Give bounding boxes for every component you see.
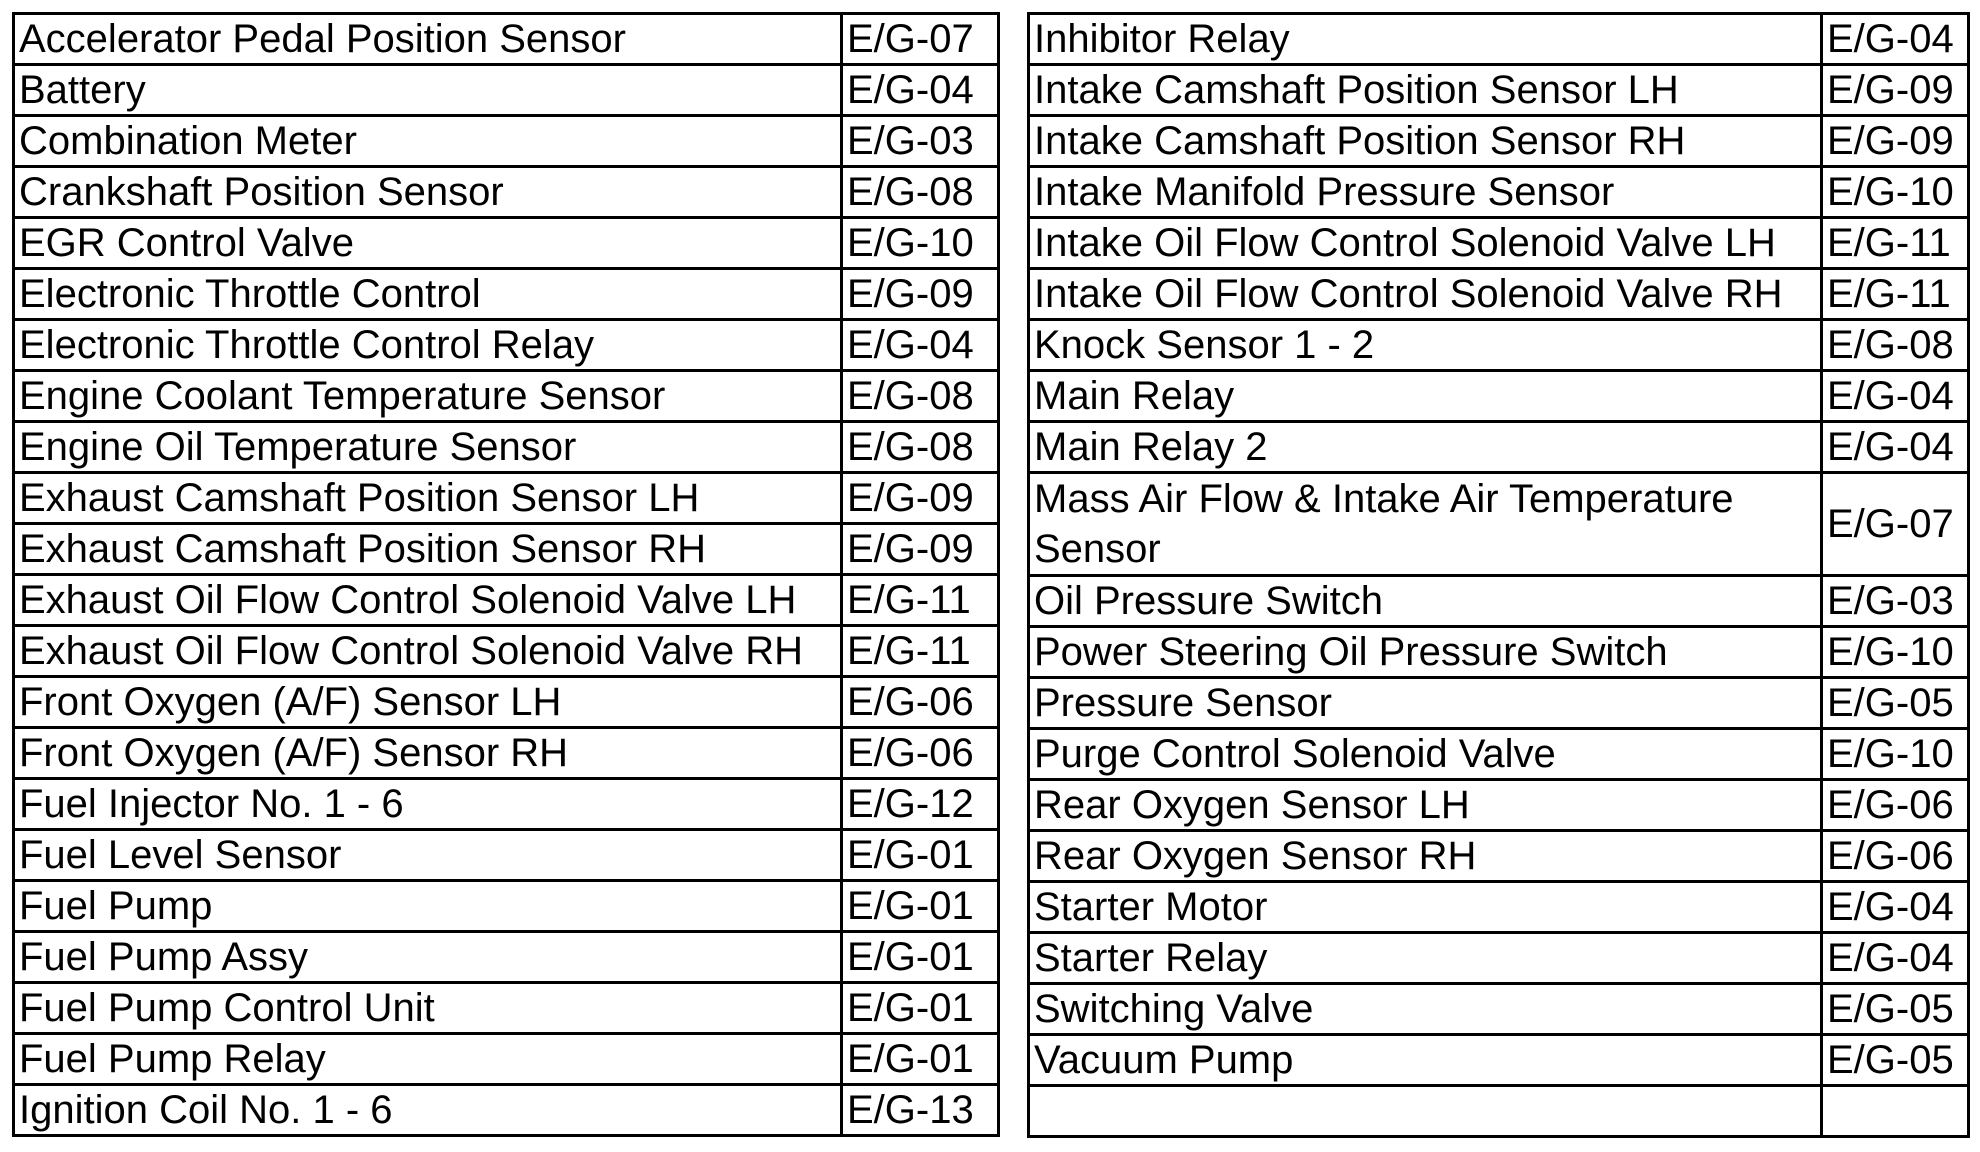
table-row xyxy=(14,1034,999,1085)
diagram-code-cell: E/G-10 xyxy=(842,218,999,269)
table-row xyxy=(14,167,999,218)
component-name-cell: Knock Sensor 1 - 2 xyxy=(1029,320,1822,371)
right-table-body xyxy=(1029,14,1969,1137)
component-name-cell: Exhaust Oil Flow Control Solenoid Valve RH xyxy=(14,626,842,677)
diagram-code-cell: E/G-11 xyxy=(842,575,999,626)
component-name-cell: Fuel Pump Relay xyxy=(14,1034,842,1085)
component-name-cell xyxy=(1029,1086,1822,1137)
table-row xyxy=(14,524,999,575)
table-row xyxy=(14,932,999,983)
diagram-code-cell: E/G-09 xyxy=(1822,65,1969,116)
diagram-code-cell: E/G-07 xyxy=(842,14,999,65)
table-row xyxy=(14,371,999,422)
diagram-code-cell: E/G-10 xyxy=(1822,729,1969,780)
component-name-cell: Fuel Injector No. 1 - 6 xyxy=(14,779,842,830)
component-name-cell: Pressure Sensor xyxy=(1029,678,1822,729)
component-name-cell: Exhaust Oil Flow Control Solenoid Valve LH xyxy=(14,575,842,626)
component-name-cell: Power Steering Oil Pressure Switch xyxy=(1029,627,1822,678)
diagram-code-cell: E/G-04 xyxy=(1822,371,1969,422)
diagram-code-cell: E/G-01 xyxy=(842,932,999,983)
component-name-cell: Ignition Coil No. 1 - 6 xyxy=(14,1085,842,1136)
component-name-cell: Engine Coolant Temperature Sensor xyxy=(14,371,842,422)
diagram-code-cell: E/G-12 xyxy=(842,779,999,830)
diagram-code-cell: E/G-08 xyxy=(842,371,999,422)
component-name-cell: Main Relay 2 xyxy=(1029,422,1822,473)
component-name-cell: Main Relay xyxy=(1029,371,1822,422)
table-row xyxy=(14,269,999,320)
table-row xyxy=(14,65,999,116)
component-name-cell: Starter Relay xyxy=(1029,933,1822,984)
diagram-code-cell: E/G-13 xyxy=(842,1085,999,1136)
diagram-code-cell: E/G-11 xyxy=(842,626,999,677)
table-row xyxy=(14,830,999,881)
diagram-code-cell: E/G-06 xyxy=(842,677,999,728)
component-name-cell: Fuel Pump Control Unit xyxy=(14,983,842,1034)
diagram-code-cell: E/G-05 xyxy=(1822,984,1969,1035)
component-name-cell: Combination Meter xyxy=(14,116,842,167)
table-row xyxy=(14,116,999,167)
table-row xyxy=(14,575,999,626)
diagram-code-cell: E/G-11 xyxy=(1822,218,1969,269)
table-row xyxy=(14,779,999,830)
diagram-code-cell: E/G-06 xyxy=(1822,831,1969,882)
table-row xyxy=(1029,576,1969,627)
table-row xyxy=(1029,984,1969,1035)
component-name-cell: EGR Control Valve xyxy=(14,218,842,269)
component-name-cell: Crankshaft Position Sensor xyxy=(14,167,842,218)
diagram-code-cell: E/G-01 xyxy=(842,983,999,1034)
component-name-cell: Fuel Pump xyxy=(14,881,842,932)
diagram-code-cell: E/G-06 xyxy=(1822,780,1969,831)
diagram-code-cell: E/G-11 xyxy=(1822,269,1969,320)
diagram-code-cell: E/G-04 xyxy=(1822,422,1969,473)
left-component-index-table xyxy=(12,12,1000,1137)
component-name-cell: Vacuum Pump xyxy=(1029,1035,1822,1086)
diagram-code-cell: E/G-07 xyxy=(1822,473,1969,576)
table-row xyxy=(14,626,999,677)
component-name-cell: Inhibitor Relay xyxy=(1029,14,1822,65)
component-name-cell: Fuel Pump Assy xyxy=(14,932,842,983)
component-name-cell: Oil Pressure Switch xyxy=(1029,576,1822,627)
component-name-cell: Electronic Throttle Control Relay xyxy=(14,320,842,371)
diagram-code-cell: E/G-03 xyxy=(842,116,999,167)
diagram-code-cell: E/G-03 xyxy=(1822,576,1969,627)
component-name-cell: Rear Oxygen Sensor RH xyxy=(1029,831,1822,882)
table-row xyxy=(1029,1086,1969,1137)
table-row xyxy=(14,677,999,728)
left-table-body xyxy=(14,14,999,1136)
component-name-cell: Accelerator Pedal Position Sensor xyxy=(14,14,842,65)
table-row xyxy=(1029,933,1969,984)
component-name-cell: Fuel Level Sensor xyxy=(14,830,842,881)
diagram-code-cell: E/G-04 xyxy=(1822,14,1969,65)
component-name-cell: Electronic Throttle Control xyxy=(14,269,842,320)
diagram-code-cell: E/G-06 xyxy=(842,728,999,779)
table-row xyxy=(14,881,999,932)
diagram-code-cell: E/G-08 xyxy=(1822,320,1969,371)
diagram-code-cell: E/G-08 xyxy=(842,422,999,473)
diagram-code-cell: E/G-01 xyxy=(842,1034,999,1085)
diagram-code-cell: E/G-05 xyxy=(1822,678,1969,729)
component-name-cell: Mass Air Flow & Intake Air Temperature Sensor xyxy=(1029,473,1822,576)
component-name-cell: Switching Valve xyxy=(1029,984,1822,1035)
diagram-code-cell: E/G-04 xyxy=(1822,882,1969,933)
component-name-cell: Front Oxygen (A/F) Sensor LH xyxy=(14,677,842,728)
diagram-code-cell: E/G-04 xyxy=(1822,933,1969,984)
component-name-cell: Exhaust Camshaft Position Sensor RH xyxy=(14,524,842,575)
table-row xyxy=(1029,218,1969,269)
component-name-cell: Battery xyxy=(14,65,842,116)
table-row xyxy=(1029,473,1969,576)
table-row xyxy=(1029,1035,1969,1086)
component-name-cell: Rear Oxygen Sensor LH xyxy=(1029,780,1822,831)
diagram-code-cell: E/G-09 xyxy=(842,269,999,320)
table-row xyxy=(1029,780,1969,831)
table-row xyxy=(1029,422,1969,473)
table-row xyxy=(14,320,999,371)
diagram-code-cell: E/G-01 xyxy=(842,881,999,932)
table-row xyxy=(1029,116,1969,167)
table-row xyxy=(1029,320,1969,371)
table-row xyxy=(14,728,999,779)
table-row xyxy=(1029,831,1969,882)
table-row xyxy=(1029,371,1969,422)
diagram-code-cell: E/G-05 xyxy=(1822,1035,1969,1086)
table-row xyxy=(1029,167,1969,218)
table-row xyxy=(14,473,999,524)
diagram-code-cell: E/G-04 xyxy=(842,65,999,116)
diagram-code-cell: E/G-10 xyxy=(1822,627,1969,678)
table-row xyxy=(14,218,999,269)
component-name-cell: Starter Motor xyxy=(1029,882,1822,933)
table-row xyxy=(1029,14,1969,65)
table-row xyxy=(1029,627,1969,678)
table-row xyxy=(1029,882,1969,933)
component-name-cell: Purge Control Solenoid Valve xyxy=(1029,729,1822,780)
table-row xyxy=(14,422,999,473)
component-name-cell: Exhaust Camshaft Position Sensor LH xyxy=(14,473,842,524)
component-name-cell: Intake Oil Flow Control Solenoid Valve LH xyxy=(1029,218,1822,269)
diagram-code-cell: E/G-04 xyxy=(842,320,999,371)
table-row xyxy=(14,983,999,1034)
component-name-cell: Intake Oil Flow Control Solenoid Valve RH xyxy=(1029,269,1822,320)
diagram-code-cell: E/G-09 xyxy=(842,524,999,575)
diagram-code-cell: E/G-09 xyxy=(842,473,999,524)
component-name-cell: Engine Oil Temperature Sensor xyxy=(14,422,842,473)
table-row xyxy=(1029,678,1969,729)
diagram-code-cell: E/G-09 xyxy=(1822,116,1969,167)
diagram-code-cell xyxy=(1822,1086,1969,1137)
component-name-cell: Front Oxygen (A/F) Sensor RH xyxy=(14,728,842,779)
diagram-code-cell: E/G-01 xyxy=(842,830,999,881)
diagram-code-cell: E/G-10 xyxy=(1822,167,1969,218)
table-row xyxy=(14,14,999,65)
right-component-index-table xyxy=(1027,12,1970,1138)
table-row xyxy=(1029,65,1969,116)
table-row xyxy=(1029,729,1969,780)
component-name-cell: Intake Manifold Pressure Sensor xyxy=(1029,167,1822,218)
component-name-cell: Intake Camshaft Position Sensor LH xyxy=(1029,65,1822,116)
table-row xyxy=(1029,269,1969,320)
diagram-code-cell: E/G-08 xyxy=(842,167,999,218)
table-row xyxy=(14,1085,999,1136)
component-name-cell: Intake Camshaft Position Sensor RH xyxy=(1029,116,1822,167)
